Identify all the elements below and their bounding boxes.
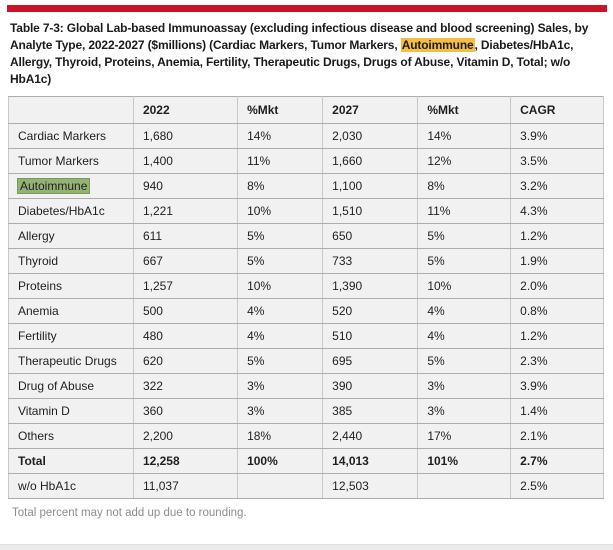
table-cell: 1.9% [511,249,604,274]
table-cell: 385 [323,399,418,424]
table-cell: 3% [418,374,511,399]
table-cell: 500 [133,299,237,324]
table-cell: 18% [238,424,323,449]
table-cell: 14,013 [323,449,418,474]
table-cell: 2.5% [511,474,604,499]
table-cell: 3% [418,399,511,424]
table-cell: 5% [418,349,511,374]
table-row [9,199,604,224]
table-cell: 1,510 [323,199,418,224]
table-cell: 12% [418,149,511,174]
row-label-cell: Proteins [9,274,134,299]
table-cell: 3.2% [511,174,604,199]
table-row [9,274,604,299]
table-row [9,149,604,174]
table-cell: 4% [418,299,511,324]
table-cell: 1,221 [133,199,237,224]
table-cell: 14% [238,124,323,149]
table-cell: 480 [133,324,237,349]
table-cell: 11% [238,149,323,174]
header-mkt-2022: %Mkt [238,97,323,124]
table-row [9,424,604,449]
table-cell [238,474,323,499]
table-row [9,349,604,374]
table-cell: 1,660 [323,149,418,174]
row-label-cell [9,174,134,199]
table-cell: 12,258 [133,449,237,474]
table-cell: 4.3% [511,199,604,224]
table-cell: 1.2% [511,224,604,249]
table-cell: 2,440 [323,424,418,449]
row-label-cell: Fertility [9,324,134,349]
table-cell [418,474,511,499]
row-search-highlight: Autoimmune [20,179,88,193]
table-cell: 3.5% [511,149,604,174]
table-cell: 5% [238,224,323,249]
title-text-prefix: Table 7-3: Global Lab-based Immunoassay (excluding infectious disease and blood screening) Sales, by Analyte Type, 2022-2027 ($millions) (Cardiac Markers, Tumor Markers, [10,21,589,52]
row-label-cell: Others [9,424,134,449]
header-2027: 2027 [323,97,418,124]
row-label-cell: Drug of Abuse [9,374,134,399]
data-table-container [8,96,604,499]
table-cell: 2.3% [511,349,604,374]
table-cell: 2,030 [323,124,418,149]
table-title [10,20,602,88]
table-cell: 5% [418,249,511,274]
header-row [9,97,604,124]
table-cell: 2.0% [511,274,604,299]
table-cell: 667 [133,249,237,274]
table-cell: 2.1% [511,424,604,449]
table-row [9,474,604,499]
table-cell: 100% [238,449,323,474]
row-label-cell: Cardiac Markers [9,124,134,149]
row-label-cell: Thyroid [9,249,134,274]
table-cell: 1.2% [511,324,604,349]
table-cell: 1,680 [133,124,237,149]
table-row [9,124,604,149]
header-analyte [9,97,134,124]
table-cell: 4% [238,299,323,324]
accent-top-bar [7,5,607,12]
table-cell: 2,200 [133,424,237,449]
table-row [9,374,604,399]
table-cell: 733 [323,249,418,274]
table-cell: 520 [323,299,418,324]
row-label-cell: Tumor Markers [9,149,134,174]
table-cell: 1,100 [323,174,418,199]
row-label-cell: Vitamin D [9,399,134,424]
table-cell: 10% [238,199,323,224]
table-cell: 620 [133,349,237,374]
table-cell: 940 [133,174,237,199]
table-cell: 17% [418,424,511,449]
table-cell: 611 [133,224,237,249]
table-row [9,449,604,474]
footnote: Total percent may not add up due to rounding. [12,507,247,519]
header-2022: 2022 [133,97,237,124]
table-cell: 695 [323,349,418,374]
table-cell: 4% [238,324,323,349]
table-cell: 360 [133,399,237,424]
table-cell: 3% [238,374,323,399]
data-table [8,96,604,499]
table-cell: 1,400 [133,149,237,174]
table-cell: 322 [133,374,237,399]
table-cell: 3% [238,399,323,424]
table-cell: 8% [418,174,511,199]
table-cell: 2.7% [511,449,604,474]
table-cell: 101% [418,449,511,474]
table-row [9,299,604,324]
table-cell: 3.9% [511,124,604,149]
table-body [9,124,604,499]
table-cell: 10% [238,274,323,299]
table-cell: 1,257 [133,274,237,299]
table-cell: 1,390 [323,274,418,299]
header-cagr: CAGR [511,97,604,124]
title-text-suffix: , Diabetes/HbA1c, Allergy, Thyroid, Proteins, Anemia, Fertility, Therapeutic Drugs, Drugs of Abuse, Vitamin D, Total; w/o HbA1c) [10,38,574,86]
table-cell: 390 [323,374,418,399]
table-cell: 14% [418,124,511,149]
table-cell: 12,503 [323,474,418,499]
table-cell: 1.4% [511,399,604,424]
table-cell: 650 [323,224,418,249]
row-label-cell: Total [9,449,134,474]
row-label-cell: Diabetes/HbA1c [9,199,134,224]
table-cell: 5% [238,349,323,374]
table-cell: 3.9% [511,374,604,399]
table-cell: 11,037 [133,474,237,499]
table-cell: 0.8% [511,299,604,324]
row-label-cell: w/o HbA1c [9,474,134,499]
table-row [9,174,604,199]
row-label-cell: Therapeutic Drugs [9,349,134,374]
table-row [9,249,604,274]
header-mkt-2027: %Mkt [418,97,511,124]
table-cell: 8% [238,174,323,199]
table-cell: 10% [418,274,511,299]
table-cell: 11% [418,199,511,224]
table-row [9,324,604,349]
table-row [9,399,604,424]
table-cell: 5% [238,249,323,274]
table-cell: 510 [323,324,418,349]
row-label-cell: Anemia [9,299,134,324]
table-row [9,224,604,249]
title-search-highlight: Autoimmune [401,38,474,52]
table-cell: 5% [418,224,511,249]
table-cell: 4% [418,324,511,349]
row-label-cell: Allergy [9,224,134,249]
